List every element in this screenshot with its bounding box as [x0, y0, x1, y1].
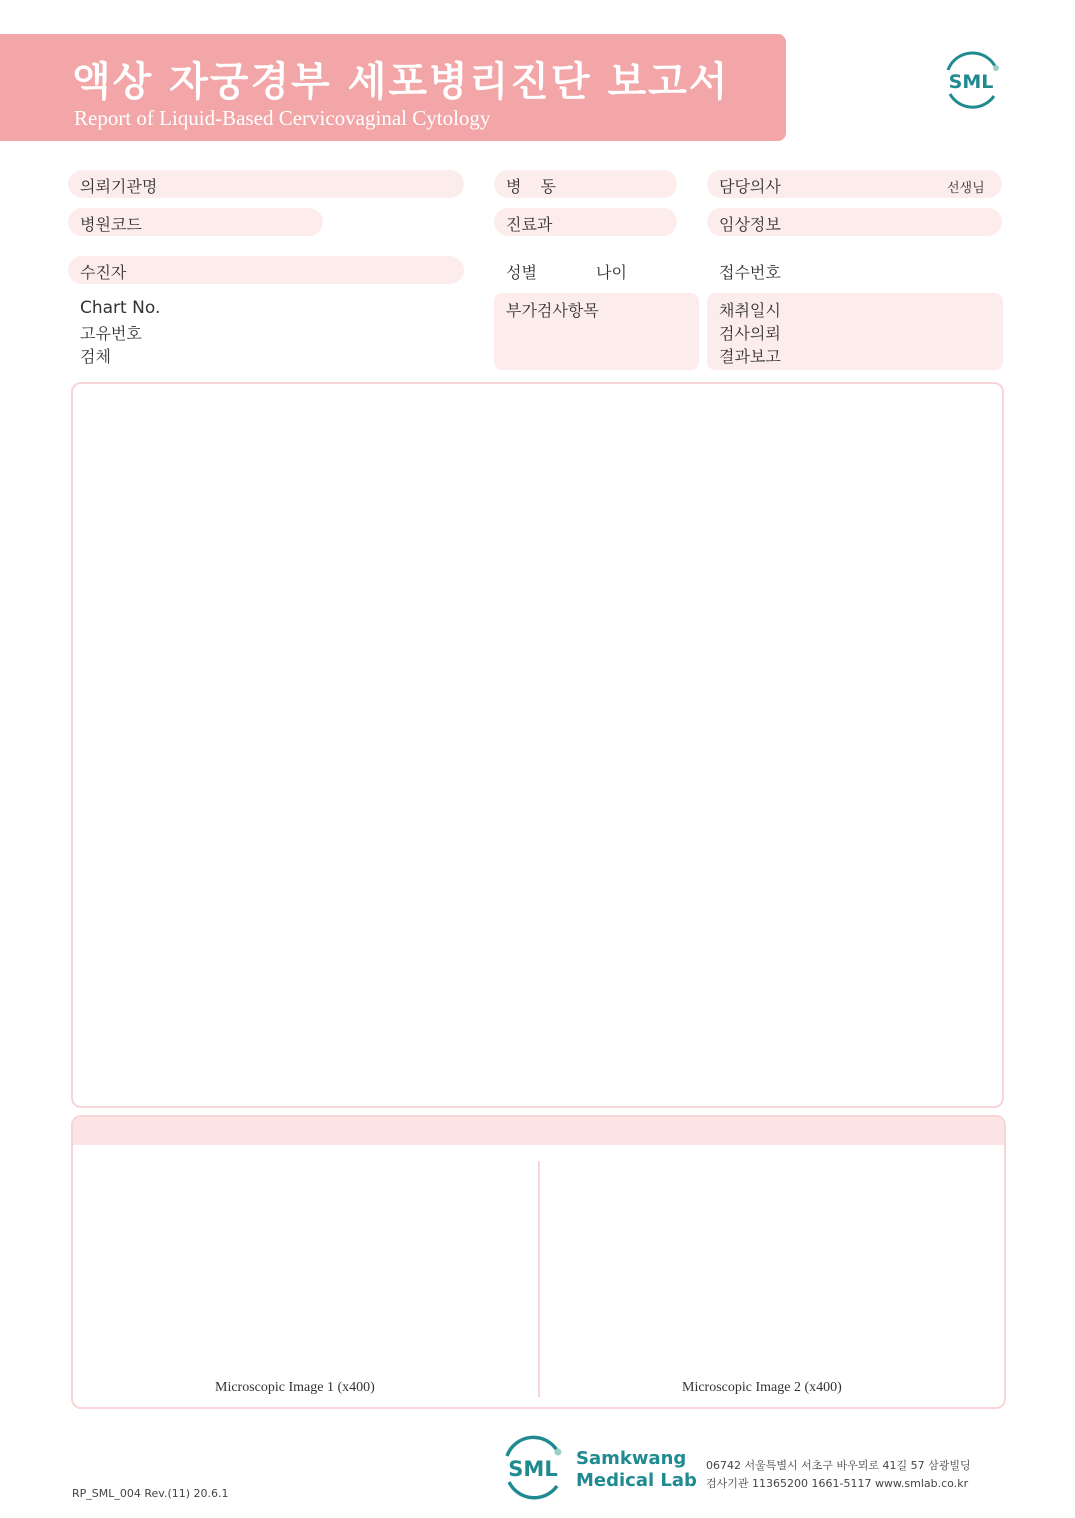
- footer-address: 06742 서울특별시 서초구 바우뫼로 41길 57 삼광빌딩: [706, 1459, 971, 1472]
- age-label: 나이: [596, 263, 627, 282]
- image-panel-header: [73, 1117, 1004, 1145]
- microscopic-image-panel: [71, 1115, 1006, 1409]
- ward-label: 병 동: [506, 177, 556, 196]
- sml-footer-logo-icon: [498, 1432, 568, 1504]
- clinical-info-label: 임상정보: [719, 215, 781, 234]
- image-caption-1: Microscopic Image 1 (x400): [215, 1380, 375, 1395]
- additional-tests-label: 부가검사항목: [506, 301, 599, 320]
- image-caption-2: Microscopic Image 2 (x400): [682, 1380, 842, 1395]
- footer-contact: 검사기관 11365200 1661-5117 www.smlab.co.kr: [706, 1477, 969, 1490]
- unique-no-label: 고유번호: [80, 324, 142, 343]
- logo-top-text: SML: [948, 71, 994, 93]
- footer-brand: [576, 1448, 697, 1492]
- report-title: 액상 자궁경부 세포병리진단 보고서: [72, 59, 730, 105]
- result-content-area[interactable]: [71, 382, 1004, 1108]
- sex-label: 성별: [506, 263, 537, 282]
- department-label: 진료과: [506, 215, 553, 234]
- hospital-code-label: 병원코드: [80, 215, 142, 234]
- footer-address-block: [706, 1457, 971, 1493]
- receipt-no-label: 접수번호: [719, 263, 781, 282]
- footer-logo-text: SML: [508, 1457, 558, 1481]
- brand-line-2: Medical Lab: [576, 1470, 697, 1491]
- patient-field[interactable]: [68, 256, 464, 284]
- institution-label: 의뢰기관명: [80, 177, 158, 196]
- chart-no-label: Chart No.: [80, 298, 161, 318]
- brand-line-1: Samkwang: [576, 1448, 687, 1469]
- form-code: RP_SML_004 Rev.(11) 20.6.1: [72, 1487, 229, 1500]
- doctor-label: 담당의사: [719, 177, 781, 196]
- report-subtitle: Report of Liquid-Based Cervicovaginal Cytology: [74, 106, 491, 130]
- image-divider: [538, 1161, 540, 1397]
- sml-logo-icon: [938, 50, 1004, 112]
- specimen-label: 검체: [80, 347, 111, 366]
- collection-date-label: 채취일시: [719, 301, 781, 320]
- report-date-label: 결과보고: [719, 347, 781, 366]
- patient-label: 수진자: [80, 263, 127, 282]
- doctor-suffix: 선생님: [947, 181, 985, 196]
- request-date-label: 검사의뢰: [719, 324, 781, 343]
